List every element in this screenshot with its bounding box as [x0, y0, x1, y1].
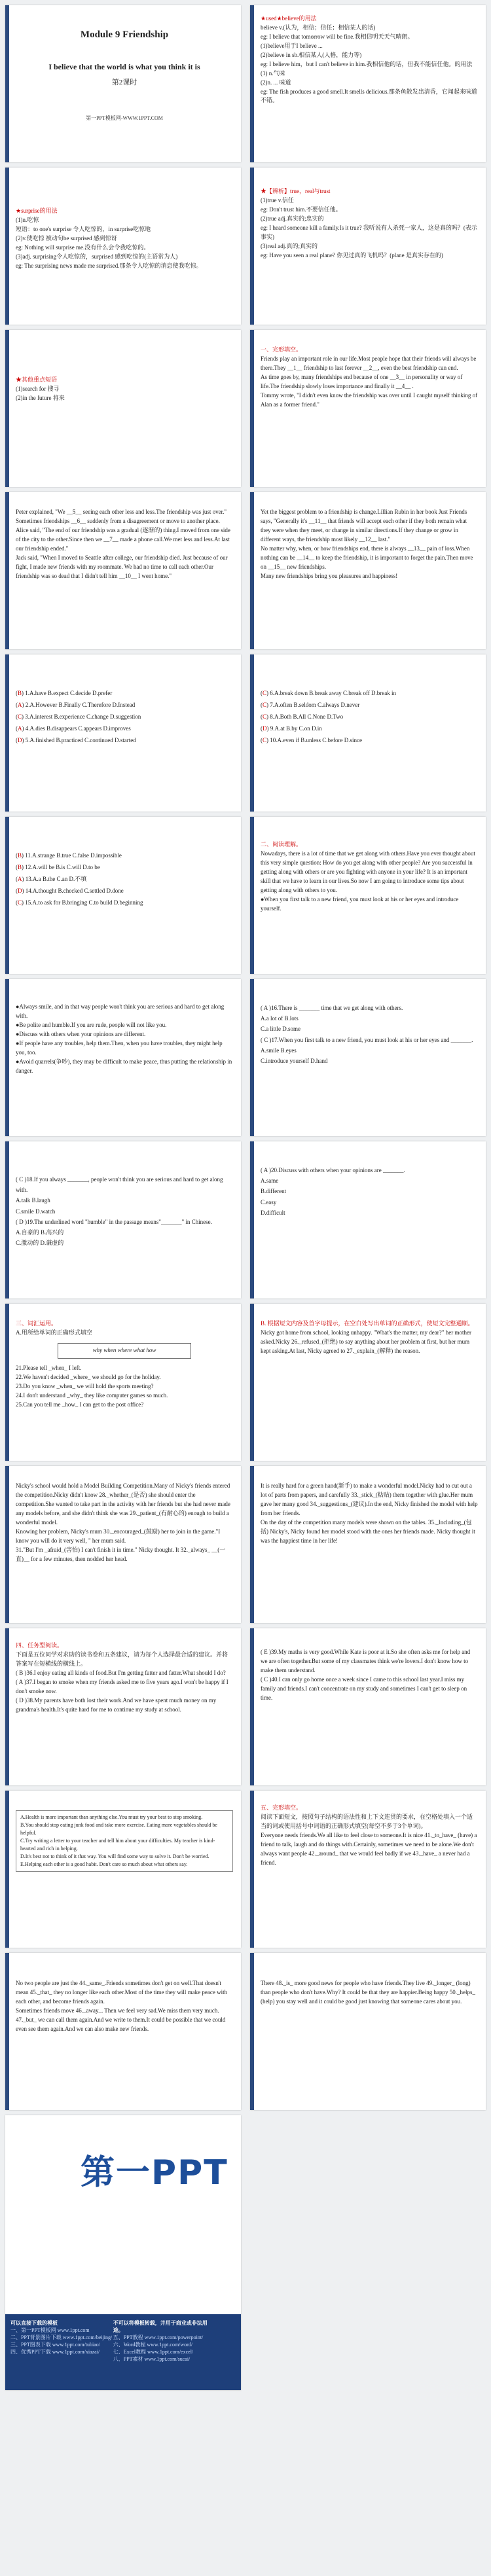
slide-accent-bar: [250, 1304, 254, 1461]
slide-accent-bar: [250, 817, 254, 974]
tip-text: ●Always smile, and in that way people won't think you are serious and hard to get along with.: [16, 1003, 225, 1019]
slide-26: [250, 1953, 486, 2110]
info-link[interactable]: 八、PPT素材 www.1ppt.com/sucai/: [113, 2356, 191, 2362]
slide-accent-bar: [5, 5, 9, 162]
slide-accent-bar: [5, 654, 9, 812]
slide-20: [250, 1466, 486, 1623]
tip-text: ●Be polite and humble.If you are rude, people will not like you.: [16, 1021, 167, 1028]
note-line: ★【辨析】true，real与trust: [261, 188, 331, 194]
slide-accent-bar: [250, 168, 254, 325]
answer: D: [18, 887, 22, 894]
question-options: C.easy: [261, 1198, 277, 1206]
info-link[interactable]: 五、PPT教程 www.1ppt.com/powerpoint/: [113, 2334, 204, 2340]
section-subheading: A.用所给单词的正确形式填空: [16, 1329, 92, 1336]
question-options: A.a lot of B.lots: [261, 1015, 299, 1022]
passage-text: Many new friendships bring you pleasures and happiness!: [261, 572, 398, 579]
section-heading: 五、完形填空。: [261, 1804, 302, 1811]
info-heading: 可以直接下载的模板: [10, 2320, 58, 2326]
choice-item: (C) 6.A.break down B.break away C.break off D.break in: [261, 690, 397, 696]
info-link[interactable]: 三、PPT图表下载 www.1ppt.com/tubiao/: [10, 2342, 101, 2348]
answer: D: [263, 725, 267, 732]
info-column-right: [113, 2319, 215, 2363]
footer-text: 第一PPT模板网-WWW.1PPT.COM: [86, 115, 163, 121]
info-link[interactable]: 七、Excel教程 www.1ppt.com/excel/: [113, 2349, 194, 2355]
question-text: ( C )17.When you first talk to a new friend, you must look at his or her eyes and _______.: [261, 1036, 473, 1043]
fill-line: 24.I don't understand _why_ they like computer games so much.: [16, 1391, 168, 1399]
slide-23: [5, 1791, 241, 1948]
suggestion-item: A.Health is more important than anything else.You must try your best to stop smoking.: [20, 1814, 203, 1820]
question-options: C.smile D.watch: [16, 1208, 56, 1215]
section-heading: B. 根据短文内容及首字母提示，在空白处写出单词的正确形式，使短文完整通顺。: [261, 1320, 474, 1327]
section-heading: 四、任务型阅读。: [16, 1642, 64, 1649]
question-text: ( B )36.I enjoy eating all kinds of food.But I'm getting fatter and fatter.What should I do?: [16, 1669, 226, 1676]
passage-text: On the day of the competition many models were shown on the tables. 35._Including_(包括) Nicky's, Nicky found her model stood with the ones her friends made. Nicky thought it was the happiest time in her life!: [261, 1518, 475, 1544]
info-link[interactable]: 二、PPT背景图片下载 www.1ppt.com/beijing/: [10, 2334, 112, 2340]
answer: C: [263, 713, 267, 720]
slide-6: [250, 330, 486, 487]
slide-accent-bar: [5, 168, 9, 325]
section-heading: 二、阅读理解。: [261, 841, 302, 848]
slide-accent-bar: [5, 979, 9, 1136]
suggestion-item: B.You should stop eating junk food and take more exercise. Eating more vegetables should be helpful.: [20, 1822, 217, 1836]
passage-text: 31."But I'm _afraid_(害怕) I can't finish it in time." Nicky thought. It 32._always_ __(一直)__ for a few minutes, then nodded her head.: [16, 1546, 226, 1562]
slide-21: [5, 1628, 241, 1785]
answer: D: [18, 737, 22, 743]
choice-options: 11.A.strange B.true C.false D.impossible: [25, 852, 122, 859]
note-line: (1)n.吃惊: [16, 216, 39, 223]
section-heading: 一、完形填空。: [261, 346, 302, 353]
section-subheading: 下面是五位同学对求助的读书卷和五条建议，请为每个人选择最合适的建议。并将答案写在短横线的横线上。: [16, 1651, 228, 1667]
slide-10: [250, 654, 486, 812]
choice-options: 8.A.Both B.All C.None D.Two: [270, 713, 344, 720]
brand-panel: [5, 2115, 241, 2390]
note-line: (2)n. ... 味道: [261, 79, 291, 86]
choice-item: (C) 3.A.interest B.experience C.change D.suggestion: [16, 713, 141, 720]
slide-22: [250, 1628, 486, 1785]
answer: B: [18, 690, 22, 696]
slide-accent-bar: [5, 492, 9, 649]
passage-text: There 48._is_ more good news for people who have friends.They live 49._longer_ (long) than people who don't have.Why? It could be that they are happier.Being happy 50._helps_ (help) you stay well and it could be good just knowing that someone cares about you.: [261, 1980, 476, 2005]
choice-item: (B) 1.A.have B.expect C.decide D.prefer: [16, 690, 113, 696]
slide-accent-bar: [5, 1953, 9, 2110]
brand-info-band: [5, 2314, 241, 2390]
slide-8: [250, 492, 486, 649]
fill-line: 21.Please tell _when_ I left.: [16, 1364, 82, 1371]
question-options: A.same: [261, 1177, 279, 1185]
answer: A: [18, 702, 22, 708]
note-line: (3)adj. surprising令人吃惊的，surprised 感到吃惊的(主语常为人): [16, 253, 178, 260]
choice-item: (C) 15.A.to ask for B.bringing C.to build D.beginning: [16, 899, 143, 906]
info-link[interactable]: 六、Word教程 www.1ppt.com/word/: [113, 2342, 193, 2348]
slide-19: [5, 1466, 241, 1623]
note-line: (2)believe in sb.相信某人(人格，能力等): [261, 51, 362, 58]
slide-9: [5, 654, 241, 812]
note-line: ★surprise的用法: [16, 207, 58, 214]
suggestion-box: [16, 1810, 233, 1872]
choice-options: 3.A.interest B.experience C.change D.suggestion: [25, 713, 141, 720]
passage-text: Knowing her problem, Nicky's mum 30._encouraged_(鼓励) her to join in the game."I know you will do it very well, " her mum said.: [16, 1528, 221, 1544]
note-line: (2)v.使吃惊 被动句be surprised 感到惊讶: [16, 234, 117, 241]
passage-text: Sometimes friendships __6__ suddenly from a disagreement or move to another place.: [16, 517, 220, 524]
info-link[interactable]: 四、优秀PPT下载 www.1ppt.com/xiazai/: [10, 2349, 100, 2355]
section-subheading: 阅读下面短文，按照句子结构的语法性和上下文连贯的要求，在空格处填入一个适当的词或使用括号中词语的正确形式填空(每空不多于3个单词)。: [261, 1813, 473, 1829]
slide-accent-bar: [250, 1466, 254, 1623]
note-line: (1)search for 搜寻: [16, 385, 60, 392]
note-line: eg: Don't trust him.不要信任他。: [261, 206, 342, 213]
question-text: ( A )16.There is _______ time that we get along with others.: [261, 1005, 403, 1011]
passage-text: Tommy wrote, "I didn't even know the friendship was over until I caught myself thinking of Alan as a former friend.": [261, 391, 478, 408]
question-options: A.自豪的 B.高兴的: [16, 1228, 64, 1236]
question-options: A.smile B.eyes: [261, 1046, 297, 1054]
passage-text: Nowadays, there is a lot of time that we get along with others.Have you ever thought about this very simple question: How do you get along with other people? Are you successful in getting along with others or are you fighting with anyone in your life? It is an important skill that we have to learn in our lives.So now I am going to introduce some tips about getting along with others to you.: [261, 850, 475, 893]
tip-text: ●Avoid quarrels(争吵), they may be difficult to make peace, thus putting the relationship in danger.: [16, 1058, 232, 1074]
tip-text: ●If people have any troubles, help them.Then, when you have troubles, they might help you, too.: [16, 1039, 223, 1056]
choice-options: 1.A.have B.expect C.decide D.prefer: [25, 690, 113, 696]
note-line: (3)real adj.真的;真实的: [261, 242, 318, 249]
question-options: D.difficult: [261, 1209, 285, 1216]
answer: C: [18, 713, 22, 720]
slide-16: [250, 1141, 486, 1298]
suggestion-item: E.Helping each other is a good habit. Don't care so much about what others say.: [20, 1861, 188, 1867]
slide-accent-bar: [5, 1304, 9, 1461]
note-line: eg: I believe him，but I can't believe in him.我相信他的话，但我不能信任他。的用法: [261, 60, 473, 67]
slide-2: [250, 5, 486, 162]
passage-text: Nicky got home from school, looking unhappy. "What's the matter, my dear?" her mother asked.Nicky 26._refused_(拒绝) to say anything about her problem at first, but her mum kept asking.At last, Nicky agreed to 27._explain_(解释) the reason.: [261, 1329, 471, 1354]
question-text: ( C )18.If you always _______, people won't think you are serious and hard to get along with.: [16, 1176, 223, 1194]
choice-item: (C) 10.A.even if B.unless C.before D.since: [261, 737, 362, 743]
slide-15: [5, 1141, 241, 1298]
choice-options: 10.A.even if B.unless C.before D.since: [270, 737, 362, 743]
slide-14: [250, 979, 486, 1136]
question-text: ( E )39.My maths is very good.While Kate is poor at it.So she often asks me for help and we are often together.But some of my classmates think we're lovers.I don't know how to make them understand.: [261, 1649, 471, 1673]
question-text: ( A )20.Discuss with others when your opinions are _______.: [261, 1167, 405, 1173]
answer: C: [18, 899, 22, 906]
question-text: ( D )38.My parents have both lost their work.And we have spent much money on my grandma's health.It's quite hard for me to continue my study at school.: [16, 1696, 217, 1713]
choice-item: (A) 4.A.dies B.disappears C.appears D.improves: [16, 725, 131, 732]
slide-7: [5, 492, 241, 649]
passage-text: Nicky's school would hold a Model Building Competition.Many of Nicky's friends entered the competition.Nicky didn't know 28._whether_(是否) she should enter the competition.She wanted to take part in the activity with her friends but she had never made any models before, and she didn't think she was 29._patient_(有耐心的) enough to build a wonderful model.: [16, 1482, 230, 1526]
note-line: (1)true v.信任: [261, 196, 294, 204]
note-line: eg: Have you seen a real plane? 你见过真的飞机吗？(plane 是真实存在的): [261, 251, 443, 259]
choice-options: 2.A.However B.Finally C.Therefore D.Instead: [25, 702, 136, 708]
slide-accent-bar: [250, 1953, 254, 2110]
answer: C: [263, 702, 267, 708]
fill-line: 22.We haven't decided _where_ we should go for the holiday.: [16, 1373, 161, 1380]
slide-13: [5, 979, 241, 1136]
module-title: Module 9 Friendship: [80, 29, 169, 40]
slide-17: [5, 1304, 241, 1461]
note-line: eg: I believe that tomorrow will be fine.我相信明天天气晴朗。: [261, 33, 414, 40]
choice-options: 14.A.thought B.checked C.settled D.done: [25, 887, 124, 894]
slide-accent-bar: [250, 654, 254, 812]
passage-text: It is really hard for a green hand(新手) to make a wonderful model.Nicky had to cut out a lot of parts from papers, and carefully 33._stick_(粘贴) them together with glue.Her mum gave her many good 34._suggestions_(建议).In the end, Nicky finished the model with help from her friends.: [261, 1482, 478, 1516]
slide-18: [250, 1304, 486, 1461]
suggestion-item: D.It's best not to think of it that way. You will find some way to solve it. Don't be worried.: [20, 1853, 209, 1859]
choice-options: 13.A.a B.the C.an D.不填: [25, 876, 87, 882]
brand-logo: 第一PPT: [81, 2153, 228, 2192]
choice-item: (D) 5.A.finished B.practiced C.continued D.started: [16, 737, 136, 743]
slide-12: [250, 817, 486, 974]
passage-text: No matter why, when, or how friendships end, there is always __13__ pain of loss.When nothing can be __14__ to keep the friendship, it is important to forget the pain.Then move on __15__ new friendships.: [261, 545, 473, 570]
question-text: ( D )19.The underlined word "humble" in the passage means"_______" in Chinese.: [16, 1218, 212, 1225]
slide-27-brand: [5, 2115, 241, 2390]
slide-accent-bar: [250, 1628, 254, 1785]
note-line: believe v.(认为，相信；信任；相信某人的话): [261, 24, 376, 31]
question-text: ( A )37.I began to smoke when my friends asked me to five years ago.I won't be happy if I don't smoke now.: [16, 1678, 228, 1694]
note-line: ★used★believe的用法: [261, 15, 317, 22]
slide-accent-bar: [250, 979, 254, 1136]
choice-item: (A) 2.A.However B.Finally C.Therefore D.Instead: [16, 702, 136, 708]
choice-options: 4.A.dies B.disappears C.appears D.improves: [25, 725, 131, 732]
answer: B: [18, 852, 22, 859]
slide-accent-bar: [250, 1791, 254, 1948]
question-options: C.激动的 D.谦虚的: [16, 1240, 64, 1247]
question-text: ( C )40.I can only go home once a week since I came to this school last year.I miss my family and friends.I can't concentrate on my study and sometimes I can't get to sleep on time.: [261, 1675, 467, 1701]
slide-accent-bar: [5, 1628, 9, 1785]
slide-1: [5, 5, 241, 162]
note-line: eg: The fish produces a good smell.It smells delicious.那条鱼散发出清香，它闻起来味道不错。: [261, 88, 477, 104]
note-line: (1) n.气味: [261, 69, 285, 77]
info-column-left: [10, 2319, 112, 2355]
info-link[interactable]: 一、第一PPT模板网 www.1ppt.com: [10, 2327, 90, 2333]
choice-item: (B) 12.A.will be B.is C.will D.to be: [16, 864, 100, 870]
note-line: (2)in the future 将来: [16, 394, 65, 401]
passage-text: Friends play an important role in our life.Most people hope that their friends will always be there.They __1__ friendship to last forever __2__, even the best friendship can end.: [261, 355, 477, 371]
passage-text: Yet the biggest problem to a friendship is change.Lillian Rubin in her book Just Friends says, "Generally it's __11__ that friends will accept each other if they both remain what they were when they meet, or change in similar directions.If they change or grow in different ways, the friendship most likely __12__ last.": [261, 509, 467, 543]
choice-options: 12.A.will be B.is C.will D.to be: [25, 864, 100, 870]
answer: A: [18, 876, 22, 882]
passage-text: As time goes by, many friendships end because of one __3__ in personality or way of life.The friendship slowly loses importance and finally it __4__ .: [261, 373, 463, 389]
slide-accent-bar: [250, 1141, 254, 1298]
choice-options: 5.A.finished B.practiced C.continued D.started: [25, 737, 136, 743]
answer: C: [263, 690, 267, 696]
fill-line: 23.Do you know _when_ we will hold the sports meeting?: [16, 1382, 154, 1389]
slide-accent-bar: [250, 330, 254, 487]
slide-accent-bar: [5, 1466, 9, 1623]
slide-accent-bar: [5, 817, 9, 974]
slide-3: [5, 168, 241, 325]
note-line: (2)true adj.真实的;忠实的: [261, 215, 324, 222]
note-line: ★其他重点短语: [16, 376, 58, 383]
slide-accent-bar: [250, 492, 254, 649]
slide-accent-bar: [5, 1791, 9, 1948]
slide-accent-bar: [250, 5, 254, 162]
passage-text: ●When you first talk to a new friend, you must look at his or her eyes and introduce yourself.: [261, 895, 459, 912]
info-heading: 不可以将模板转载，并用于商业或非法用途。: [113, 2320, 208, 2333]
passage-text: Peter explained, "We __5__ seeing each other less and less.The friendship was just over.": [16, 509, 227, 515]
question-options: A.talk B.laugh: [16, 1197, 50, 1204]
note-line: (1)believe用于I believe ...: [261, 42, 323, 49]
question-options: C.introduce yourself D.hand: [261, 1057, 328, 1064]
choice-item: (C) 8.A.Both B.All C.None D.Two: [261, 713, 344, 720]
slide-4: [250, 168, 486, 325]
period-label: 第2课时: [111, 78, 137, 86]
unit-title: I believe that the world is what you think it is: [48, 62, 200, 72]
choice-item: (B) 11.A.strange B.true C.false D.impossible: [16, 852, 122, 859]
section-heading: 三、词汇运用。: [16, 1320, 58, 1327]
answer: A: [18, 725, 22, 732]
slide-25: [5, 1953, 241, 2110]
choice-item: (A) 13.A.a B.the C.an D.不填: [16, 876, 87, 882]
question-options: C.a little D.some: [261, 1026, 300, 1033]
slide-24: [250, 1791, 486, 1948]
suggestion-item: C.Try writing a letter to your teacher and tell him about your difficulties. My teacher is kind-hearted and rich in helping.: [20, 1838, 215, 1851]
choice-options: 15.A.to ask for B.bringing C.to build D.beginning: [25, 899, 143, 906]
note-line: 短语：to one's surprise 令人吃惊的，in surprise吃惊地: [16, 225, 151, 232]
passage-text: Alice said, "The end of our friendship was a gradual (逐渐的) thing.I moved from one side of the city to the other.Since then we __7__ made a phone call.We met less and less.At last our friendship ended.": [16, 526, 230, 552]
choice-options: 7.A.often B.seldom C.always D.never: [270, 702, 360, 708]
answer: B: [18, 864, 22, 870]
slide-accent-bar: [5, 1141, 9, 1298]
note-line: eg: I heard someone kill a family.Is it true? 我听说有人杀死一家人，这是真的吗？(表示事实): [261, 224, 477, 240]
passage-text: No two people are just the 44._same_.Friends sometimes don't get on well.That doesn't mean 45._that_ they no longer like each other.Most of the time they will make peace with each other, and become friends again.: [16, 1980, 228, 2005]
note-line: eg: Nothing will surprise me.没有什么会令我吃惊的。: [16, 243, 150, 251]
question-options: B.different: [261, 1188, 287, 1195]
choice-item: (C) 7.A.often B.seldom C.always D.never: [261, 702, 360, 708]
slide-5: [5, 330, 241, 487]
word-box: why when where what how: [58, 1343, 191, 1359]
fill-line: 25.Can you tell me _how_ I can get to the post office?: [16, 1401, 144, 1408]
tip-text: ●Discuss with others when your opinions are different.: [16, 1030, 146, 1037]
passage-text: Everyone needs friends.We all like to feel close to someone.It is nice 41._to_have_ (have) a friend to talk, laugh and do things with.Certainly, sometimes we need to be alone.We don't always want people 42._around_ that we would feel badly if we 43._have_ a never had a friend.: [261, 1831, 477, 1866]
choice-options: 6.A.break down B.break away C.break off D.break in: [270, 690, 397, 696]
choice-item: (D) 9.A.at B.by C.on D.in: [261, 725, 322, 732]
choice-options: 9.A.at B.by C.on D.in: [270, 725, 322, 732]
passage-text: Jack said, "When I moved to Seattle after college, our friendship died. Just because of our fight, I made new friends with my roommate. We had no time to call each other.Our friendship was so dead that I didn't tell him __10__ I went home.": [16, 554, 228, 579]
note-line: eg: The surprising news made me surprised.那条令人吃惊的消息使我吃惊。: [16, 262, 202, 269]
answer: C: [263, 737, 267, 743]
slide-accent-bar: [5, 330, 9, 487]
choice-item: (D) 14.A.thought B.checked C.settled D.done: [16, 887, 124, 894]
slide-11: [5, 817, 241, 974]
passage-text: Sometimes friends move 46._away_. Then we feel very sad.We miss them very much. 47._but_ we can call them again.And we write to them.It could be possible that we could even see them again.And we can also make new friends.: [16, 2007, 226, 2032]
